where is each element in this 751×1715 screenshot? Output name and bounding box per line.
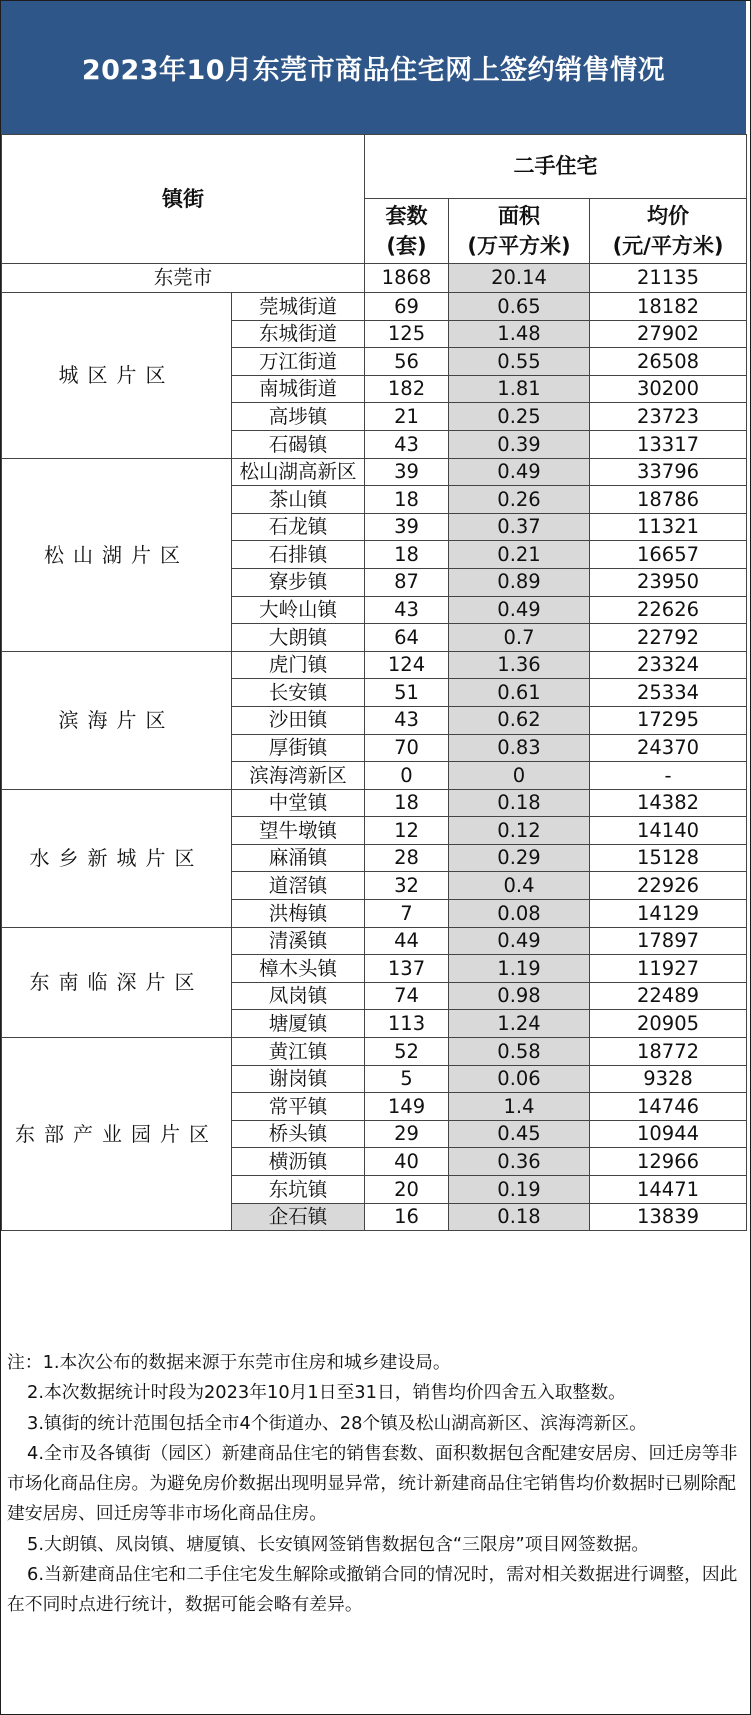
avg-price: 12966 bbox=[590, 1148, 747, 1176]
sales-area: 0.61 bbox=[449, 679, 590, 707]
town-name: 石龙镇 bbox=[232, 513, 365, 541]
table-row bbox=[2, 458, 747, 486]
sales-area: 0.89 bbox=[449, 568, 590, 596]
zone-name: 东部产业园片区 bbox=[2, 1038, 232, 1231]
sales-count: 18 bbox=[365, 486, 449, 514]
sales-count: 70 bbox=[365, 734, 449, 762]
sales-count: 16 bbox=[365, 1203, 449, 1231]
avg-price: 10944 bbox=[590, 1120, 747, 1148]
sales-count: 87 bbox=[365, 568, 449, 596]
sales-count: 52 bbox=[365, 1038, 449, 1066]
city-count: 1868 bbox=[365, 264, 449, 293]
town-name: 谢岗镇 bbox=[232, 1065, 365, 1093]
table-row bbox=[2, 1038, 747, 1066]
sales-count: 182 bbox=[365, 375, 449, 403]
avg-price: 15128 bbox=[590, 844, 747, 872]
zone-name: 东南临深片区 bbox=[2, 927, 232, 1037]
table-row bbox=[2, 651, 747, 679]
sales-area: 0.21 bbox=[449, 541, 590, 569]
sales-area: 0.83 bbox=[449, 734, 590, 762]
second-hand-group-header: 二手住宅 bbox=[365, 135, 747, 199]
avg-price: 14129 bbox=[590, 900, 747, 928]
avg-price: 24370 bbox=[590, 734, 747, 762]
sales-area: 1.81 bbox=[449, 375, 590, 403]
town-name: 中堂镇 bbox=[232, 789, 365, 817]
sales-area: 0.39 bbox=[449, 430, 590, 458]
sales-area: 0.65 bbox=[449, 293, 590, 321]
town-name: 凤岗镇 bbox=[232, 982, 365, 1010]
sales-area: 1.36 bbox=[449, 651, 590, 679]
sales-count: 39 bbox=[365, 458, 449, 486]
sales-area: 0 bbox=[449, 762, 590, 790]
town-name: 高埗镇 bbox=[232, 403, 365, 431]
sales-table bbox=[1, 134, 747, 1231]
city-name: 东莞市 bbox=[2, 264, 365, 293]
price-column-header bbox=[590, 199, 747, 264]
avg-price: 18772 bbox=[590, 1038, 747, 1066]
town-name: 滨海湾新区 bbox=[232, 762, 365, 790]
table-row bbox=[2, 293, 747, 321]
sales-count: 43 bbox=[365, 430, 449, 458]
sales-area: 0.06 bbox=[449, 1065, 590, 1093]
avg-price: 13317 bbox=[590, 430, 747, 458]
sales-area: 0.18 bbox=[449, 1203, 590, 1231]
town-name: 松山湖高新区 bbox=[232, 458, 365, 486]
avg-price: 11321 bbox=[590, 513, 747, 541]
city-total-row bbox=[2, 264, 747, 293]
town-name: 石排镇 bbox=[232, 541, 365, 569]
avg-price: 11927 bbox=[590, 955, 747, 983]
sales-area: 0.55 bbox=[449, 348, 590, 376]
avg-price: 14746 bbox=[590, 1093, 747, 1121]
town-name: 石碣镇 bbox=[232, 430, 365, 458]
sales-count: 124 bbox=[365, 651, 449, 679]
avg-price: - bbox=[590, 762, 747, 790]
sales-count: 18 bbox=[365, 541, 449, 569]
town-name: 沙田镇 bbox=[232, 706, 365, 734]
note-item: 6.当新建商品住宅和二手住宅发生解除或撤销合同的情况时，需对相关数据进行调整，因此在不同时点进行统计，数据可能会略有差异。 bbox=[7, 1564, 738, 1616]
note-item: 5.大朗镇、凤岗镇、塘厦镇、长安镇网签销售数据包含“三限房”项目网签数据。 bbox=[27, 1533, 650, 1555]
avg-price: 23324 bbox=[590, 651, 747, 679]
sales-area: 1.48 bbox=[449, 320, 590, 348]
city-price: 21135 bbox=[590, 264, 747, 293]
sales-count: 12 bbox=[365, 817, 449, 845]
sales-count: 7 bbox=[365, 900, 449, 928]
avg-price: 18786 bbox=[590, 486, 747, 514]
sales-count: 64 bbox=[365, 624, 449, 652]
sales-count: 18 bbox=[365, 789, 449, 817]
sales-count: 125 bbox=[365, 320, 449, 348]
avg-price: 33796 bbox=[590, 458, 747, 486]
avg-price: 18182 bbox=[590, 293, 747, 321]
town-name: 麻涌镇 bbox=[232, 844, 365, 872]
area-header-label: 面积 bbox=[498, 203, 540, 228]
avg-price: 20905 bbox=[590, 1010, 747, 1038]
town-name: 虎门镇 bbox=[232, 651, 365, 679]
count-header-label: 套数 bbox=[385, 203, 428, 228]
note-item: 2.本次数据统计时段为2023年10月1日至31日，销售均价四舍五入取整数。 bbox=[27, 1382, 626, 1404]
sales-area: 0.45 bbox=[449, 1120, 590, 1148]
sales-count: 69 bbox=[365, 293, 449, 321]
avg-price: 16657 bbox=[590, 541, 747, 569]
town-name: 莞城街道 bbox=[232, 293, 365, 321]
sales-area: 1.24 bbox=[449, 1010, 590, 1038]
sales-count: 29 bbox=[365, 1120, 449, 1148]
sales-area: 0.62 bbox=[449, 706, 590, 734]
price-header-unit: (元/平方米) bbox=[612, 234, 724, 258]
town-name: 寮步镇 bbox=[232, 568, 365, 596]
avg-price: 14382 bbox=[590, 789, 747, 817]
sales-count: 39 bbox=[365, 513, 449, 541]
town-name: 企石镇 bbox=[232, 1203, 365, 1231]
avg-price: 22489 bbox=[590, 982, 747, 1010]
sales-count: 5 bbox=[365, 1065, 449, 1093]
sales-area: 0.36 bbox=[449, 1148, 590, 1176]
sales-count: 43 bbox=[365, 596, 449, 624]
avg-price: 17295 bbox=[590, 706, 747, 734]
avg-price: 26508 bbox=[590, 348, 747, 376]
town-name: 望牛墩镇 bbox=[232, 817, 365, 845]
town-name: 南城街道 bbox=[232, 375, 365, 403]
sales-area: 0.37 bbox=[449, 513, 590, 541]
title-banner bbox=[1, 1, 746, 134]
sales-count: 137 bbox=[365, 955, 449, 983]
sales-area: 0.26 bbox=[449, 486, 590, 514]
note-item: 注：1.本次公布的数据来源于东莞市住房和城乡建设局。 bbox=[7, 1352, 451, 1373]
sales-area: 0.08 bbox=[449, 900, 590, 928]
table-row bbox=[2, 927, 747, 955]
sales-area: 0.18 bbox=[449, 789, 590, 817]
avg-price: 9328 bbox=[590, 1065, 747, 1093]
town-name: 长安镇 bbox=[232, 679, 365, 707]
avg-price: 22626 bbox=[590, 596, 747, 624]
sales-count: 56 bbox=[365, 348, 449, 376]
sales-area: 1.4 bbox=[449, 1093, 590, 1121]
sales-area: 0.12 bbox=[449, 817, 590, 845]
price-header-label: 均价 bbox=[647, 203, 689, 228]
sales-area: 0.98 bbox=[449, 982, 590, 1010]
avg-price: 30200 bbox=[590, 375, 747, 403]
sales-count: 51 bbox=[365, 679, 449, 707]
avg-price: 22926 bbox=[590, 872, 747, 900]
zone-name: 滨海片区 bbox=[2, 651, 232, 789]
town-name: 厚街镇 bbox=[232, 734, 365, 762]
sales-count: 43 bbox=[365, 706, 449, 734]
town-name: 塘厦镇 bbox=[232, 1010, 365, 1038]
town-name: 黄江镇 bbox=[232, 1038, 365, 1066]
sales-area: 1.19 bbox=[449, 955, 590, 983]
sales-area: 0.58 bbox=[449, 1038, 590, 1066]
town-name: 洪梅镇 bbox=[232, 900, 365, 928]
town-name: 东城街道 bbox=[232, 320, 365, 348]
sales-count: 44 bbox=[365, 927, 449, 955]
town-name: 樟木头镇 bbox=[232, 955, 365, 983]
sales-area: 0.49 bbox=[449, 596, 590, 624]
header-row-1 bbox=[2, 135, 747, 199]
city-area: 20.14 bbox=[449, 264, 590, 293]
avg-price: 23723 bbox=[590, 403, 747, 431]
count-column-header bbox=[365, 199, 449, 264]
avg-price: 13839 bbox=[590, 1203, 747, 1231]
town-name: 桥头镇 bbox=[232, 1120, 365, 1148]
town-name: 横沥镇 bbox=[232, 1148, 365, 1176]
town-name: 常平镇 bbox=[232, 1093, 365, 1121]
sales-count: 21 bbox=[365, 403, 449, 431]
area-column-header bbox=[449, 199, 590, 264]
sales-table-body bbox=[2, 135, 747, 1231]
sales-count: 0 bbox=[365, 762, 449, 790]
sales-area: 0.7 bbox=[449, 624, 590, 652]
town-name: 大朗镇 bbox=[232, 624, 365, 652]
sales-count: 32 bbox=[365, 872, 449, 900]
area-header-unit: (万平方米) bbox=[467, 234, 571, 258]
avg-price: 14140 bbox=[590, 817, 747, 845]
sales-area: 0.49 bbox=[449, 927, 590, 955]
avg-price: 25334 bbox=[590, 679, 747, 707]
sales-count: 28 bbox=[365, 844, 449, 872]
town-name: 大岭山镇 bbox=[232, 596, 365, 624]
zone-name: 松山湖片区 bbox=[2, 458, 232, 651]
sales-count: 113 bbox=[365, 1010, 449, 1038]
sales-count: 20 bbox=[365, 1176, 449, 1204]
sales-count: 149 bbox=[365, 1093, 449, 1121]
note-item: 4.全市及各镇街（园区）新建商品住宅的销售套数、面积数据包含配建安居房、回迁房等非市场化商品住房。为避免房价数据出现明显异常，统计新建商品住宅销售均价数据时已剔除配建安居房、回迁房等非市场化商品住房。 bbox=[7, 1442, 738, 1525]
town-name: 茶山镇 bbox=[232, 486, 365, 514]
sales-area: 0.19 bbox=[449, 1176, 590, 1204]
avg-price: 14471 bbox=[590, 1176, 747, 1204]
town-name: 东坑镇 bbox=[232, 1176, 365, 1204]
town-name: 清溪镇 bbox=[232, 927, 365, 955]
town-column-header: 镇街 bbox=[2, 135, 365, 264]
table-row bbox=[2, 789, 747, 817]
sales-area: 0.4 bbox=[449, 872, 590, 900]
avg-price: 27902 bbox=[590, 320, 747, 348]
zone-name: 水乡新城片区 bbox=[2, 789, 232, 927]
sales-count: 40 bbox=[365, 1148, 449, 1176]
sales-area: 0.25 bbox=[449, 403, 590, 431]
avg-price: 23950 bbox=[590, 568, 747, 596]
note-item: 3.镇街的统计范围包括全市4个街道办、28个镇及松山湖高新区、滨海湾新区。 bbox=[27, 1412, 647, 1434]
notes-section bbox=[1, 1323, 746, 1621]
sales-area: 0.29 bbox=[449, 844, 590, 872]
town-name: 万江街道 bbox=[232, 348, 365, 376]
avg-price: 17897 bbox=[590, 927, 747, 955]
sales-count: 74 bbox=[365, 982, 449, 1010]
avg-price: 22792 bbox=[590, 624, 747, 652]
sales-area: 0.49 bbox=[449, 458, 590, 486]
page-title: 2023年10月东莞市商品住宅网上签约销售情况 bbox=[81, 55, 666, 86]
town-name: 道滘镇 bbox=[232, 872, 365, 900]
count-header-unit: (套) bbox=[386, 234, 427, 258]
zone-name: 城区片区 bbox=[2, 293, 232, 459]
